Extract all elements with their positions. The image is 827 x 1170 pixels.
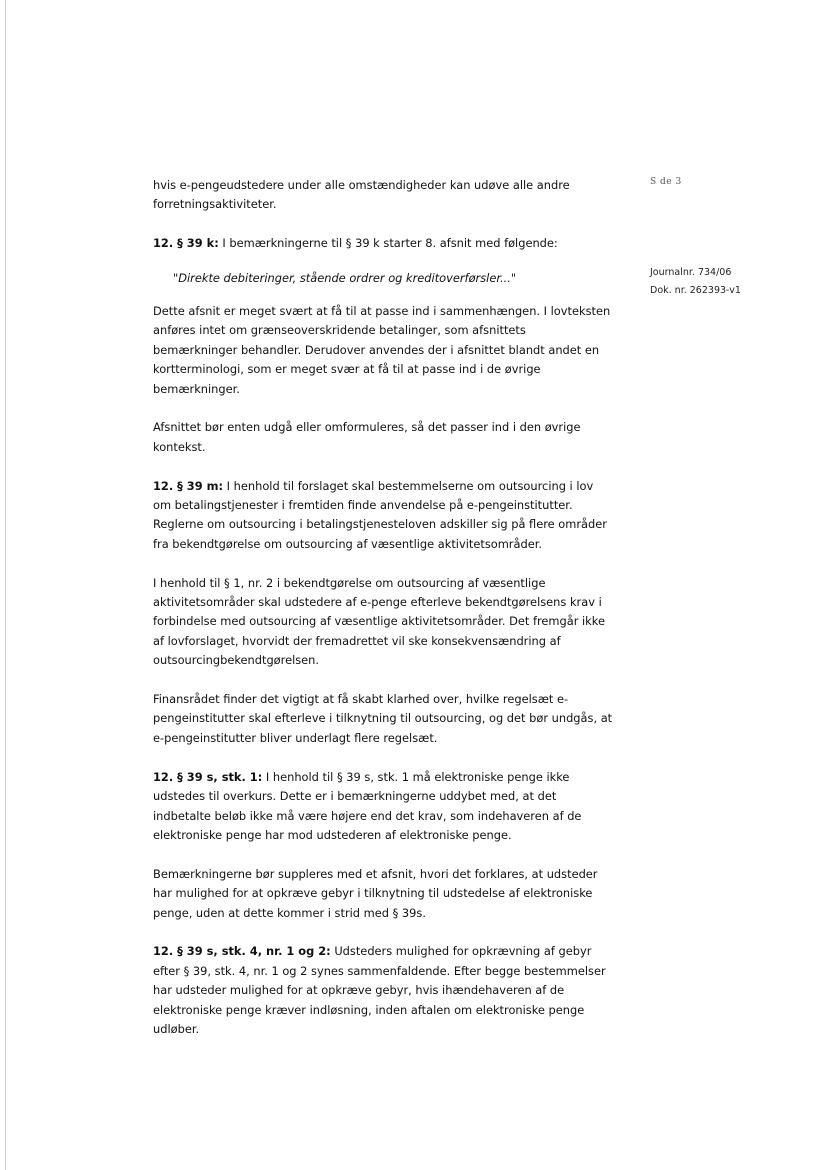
section-heading: 12. § 39 s, stk. 4, nr. 1 og 2: [153, 944, 331, 959]
paragraph: I henhold til § 1, nr. 2 i bekendtgørelse om outsourcing af væsentlige aktivitetsområder skal udstedere af e-penge efterleve bekendtgørelsens krav i forbindelse med outsourcing af væsentlige aktivitetsområder. Det fremgår ikke af lovforslaget, hvorvidt der fremadrettet vil ske konsekvensændring af outsourcingbekendtgørelsen. [153, 575, 605, 668]
section-text: I henhold til § 39 s, stk. 1 må elektroniske penge ikke udstedes til overkurs. Dette er i bemærkningerne uddybet med, at det indbetalte beløb ikke må være højere end det krav, som indehaveren af de elektroniske penge har mod udstederen af elektroniske penge. [153, 769, 582, 842]
page-edge-line [5, 0, 6, 1170]
document-meta [650, 264, 741, 300]
section-text: Udsteders mulighed for opkrævning af gebyr efter § 39, stk. 4, nr. 1 og 2 synes sammenfaldende. Efter begge bestemmelser har udsteder mulighed for at opkræve gebyr, hvis ihændehaveren af de elektroniske penge kræver indløsning, inden aftalen om elektroniske penge udløber. [153, 944, 606, 1036]
journal-number: Journalnr. 734/06 [650, 267, 732, 278]
block-quote: "Direkte debiteringer, stående ordrer og kreditoverførsler..." [173, 270, 517, 285]
section-heading: 12. § 39 k: [153, 236, 219, 251]
document-body [153, 176, 613, 1059]
paragraph: Afsnittet bør enten udgå eller omformuleres, så det passer ind i den øvrige kontekst. [153, 420, 581, 454]
section-heading: 12. § 39 m: [153, 478, 224, 493]
document-number: Dok. nr. 262393-v1 [650, 285, 741, 296]
section-heading: 12. § 39 s, stk. 1: [153, 769, 263, 784]
section-39m [153, 477, 613, 555]
section-39s-stk4 [153, 942, 613, 1039]
section-39s-stk1 [153, 768, 613, 846]
paragraph: hvis e-pengeudstedere under alle omstændigheder kan udøve alle andre forretningsaktiviteter. [153, 178, 570, 212]
paragraph: Bemærkningerne bør suppleres med et afsnit, hvori det forklares, at udsteder har mulighed for at opkræve gebyr i tilknytning til udstedelse af elektroniske penge, uden at dette kommer i strid med § 39s. [153, 866, 598, 920]
section-text: I bemærkningerne til § 39 k starter 8. afsnit med følgende: [218, 236, 558, 251]
page-number: S de 3 [650, 177, 682, 187]
paragraph: Dette afsnit er meget svært at få til at passe ind i sammenhængen. I lovteksten anføres intet om grænseoverskridende betalinger, som afsnittets bemærkninger behandler. Derudover anvendes der i afsnittet blandt andet en kortterminologi, som er meget svær at få til at passe ind i de øvrige bemærkninger. [153, 304, 611, 396]
section-text: I henhold til forslaget skal bestemmelserne om outsourcing i lov om betalingstjenester i fremtiden finde anvendelse på e-pengeinstitutter. Reglerne om outsourcing i betalingstjenesteloven adskiller sig på flere områder fra bekendtgørelse om outsourcing af væsentlige aktivitetsområder. [153, 478, 607, 551]
section-39k [153, 234, 613, 253]
paragraph: Finansrådet finder det vigtigt at få skabt klarhed over, hvilke regelsæt e-pengeinstitutter skal efterleve i tilknytning til outsourcing, og det bør undgås, at e-pengeinstitutter bliver underlagt flere regelsæt. [153, 692, 613, 745]
